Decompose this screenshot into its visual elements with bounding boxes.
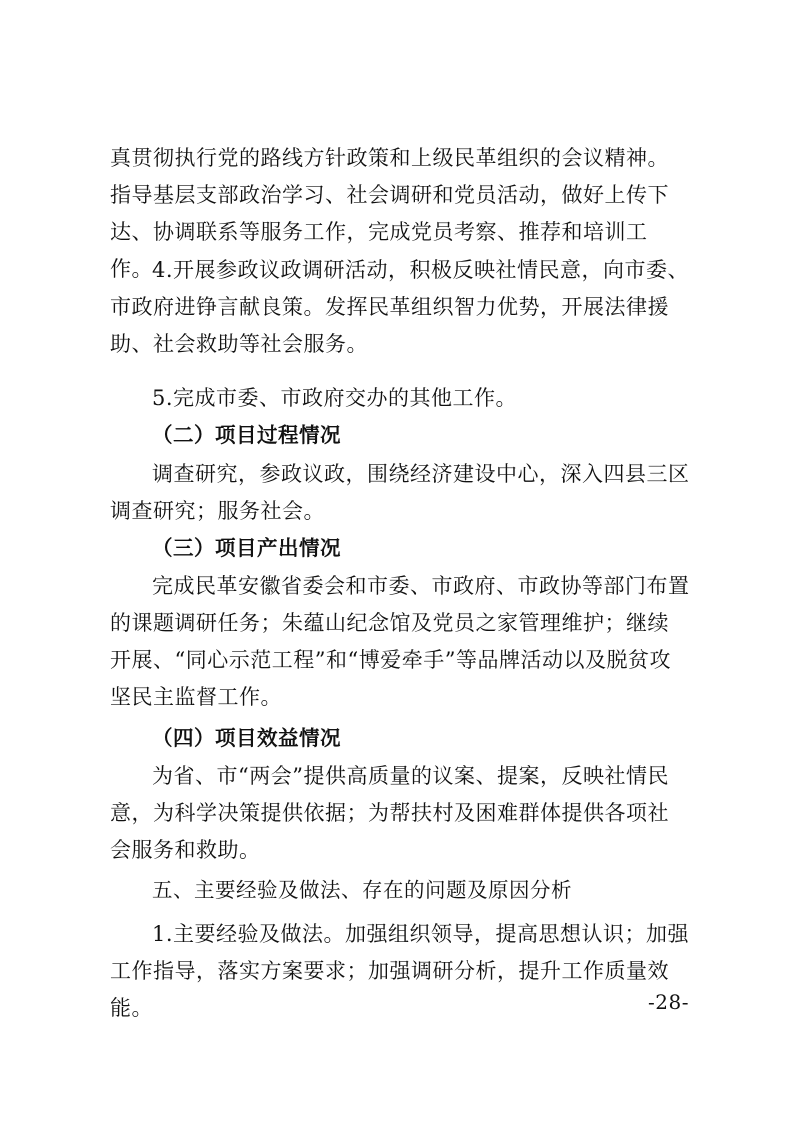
paragraph-item-4: 4.开展参政议政调研活动，积极反映社情民意，向市委、市政府进铮言献良策。发挥民革组织智力优势，开展法律援助、社会救助等社会服务。 [110,258,690,356]
paragraph-benefit: 为省、市“两会”提供高质量的议案、提案，反映社情民意，为科学决策提供依据；为帮扶村及困难群体提供各项社会服务和救助。 [110,764,669,862]
page-number: -28- [648,990,689,1014]
paragraph-party-work: 真贯彻执行党的路线方针政策和上级民革组织的会议精神。指导基层支部政治学习、社会调研和党员活动，做好上传下达、协调联系等服务工作，完成党员考察、推荐和培训工作。 [110,146,669,281]
section-heading-five: 五、主要经验及做法、存在的问题及原因分析 [152,878,572,902]
paragraph-experience: 1.主要经验及做法。加强组织领导，提高思想认识；加强工作指导，落实方案要求；加强调研分析，提升工作质量效能。 [110,922,690,1020]
paragraph-item-5: 5.完成市委、市政府交办的其他工作。 [152,386,518,410]
heading-benefit: （四）项目效益情况 [152,726,341,750]
heading-process: （二）项目过程情况 [152,423,341,447]
paragraph-process: 调查研究，参政议政，围绕经济建设中心，深入四县三区调查研究；服务社会。 [110,462,690,523]
paragraph-output: 完成民革安徽省委会和市委、市政府、市政协等部门布置的课题调研任务；朱蕴山纪念馆及党员之家管理维护；继续开展、“同心示范工程”和“博爱牵手”等品牌活动以及脱贫攻坚民主监督工作。 [110,574,690,709]
heading-output: （三）项目产出情况 [152,536,341,560]
